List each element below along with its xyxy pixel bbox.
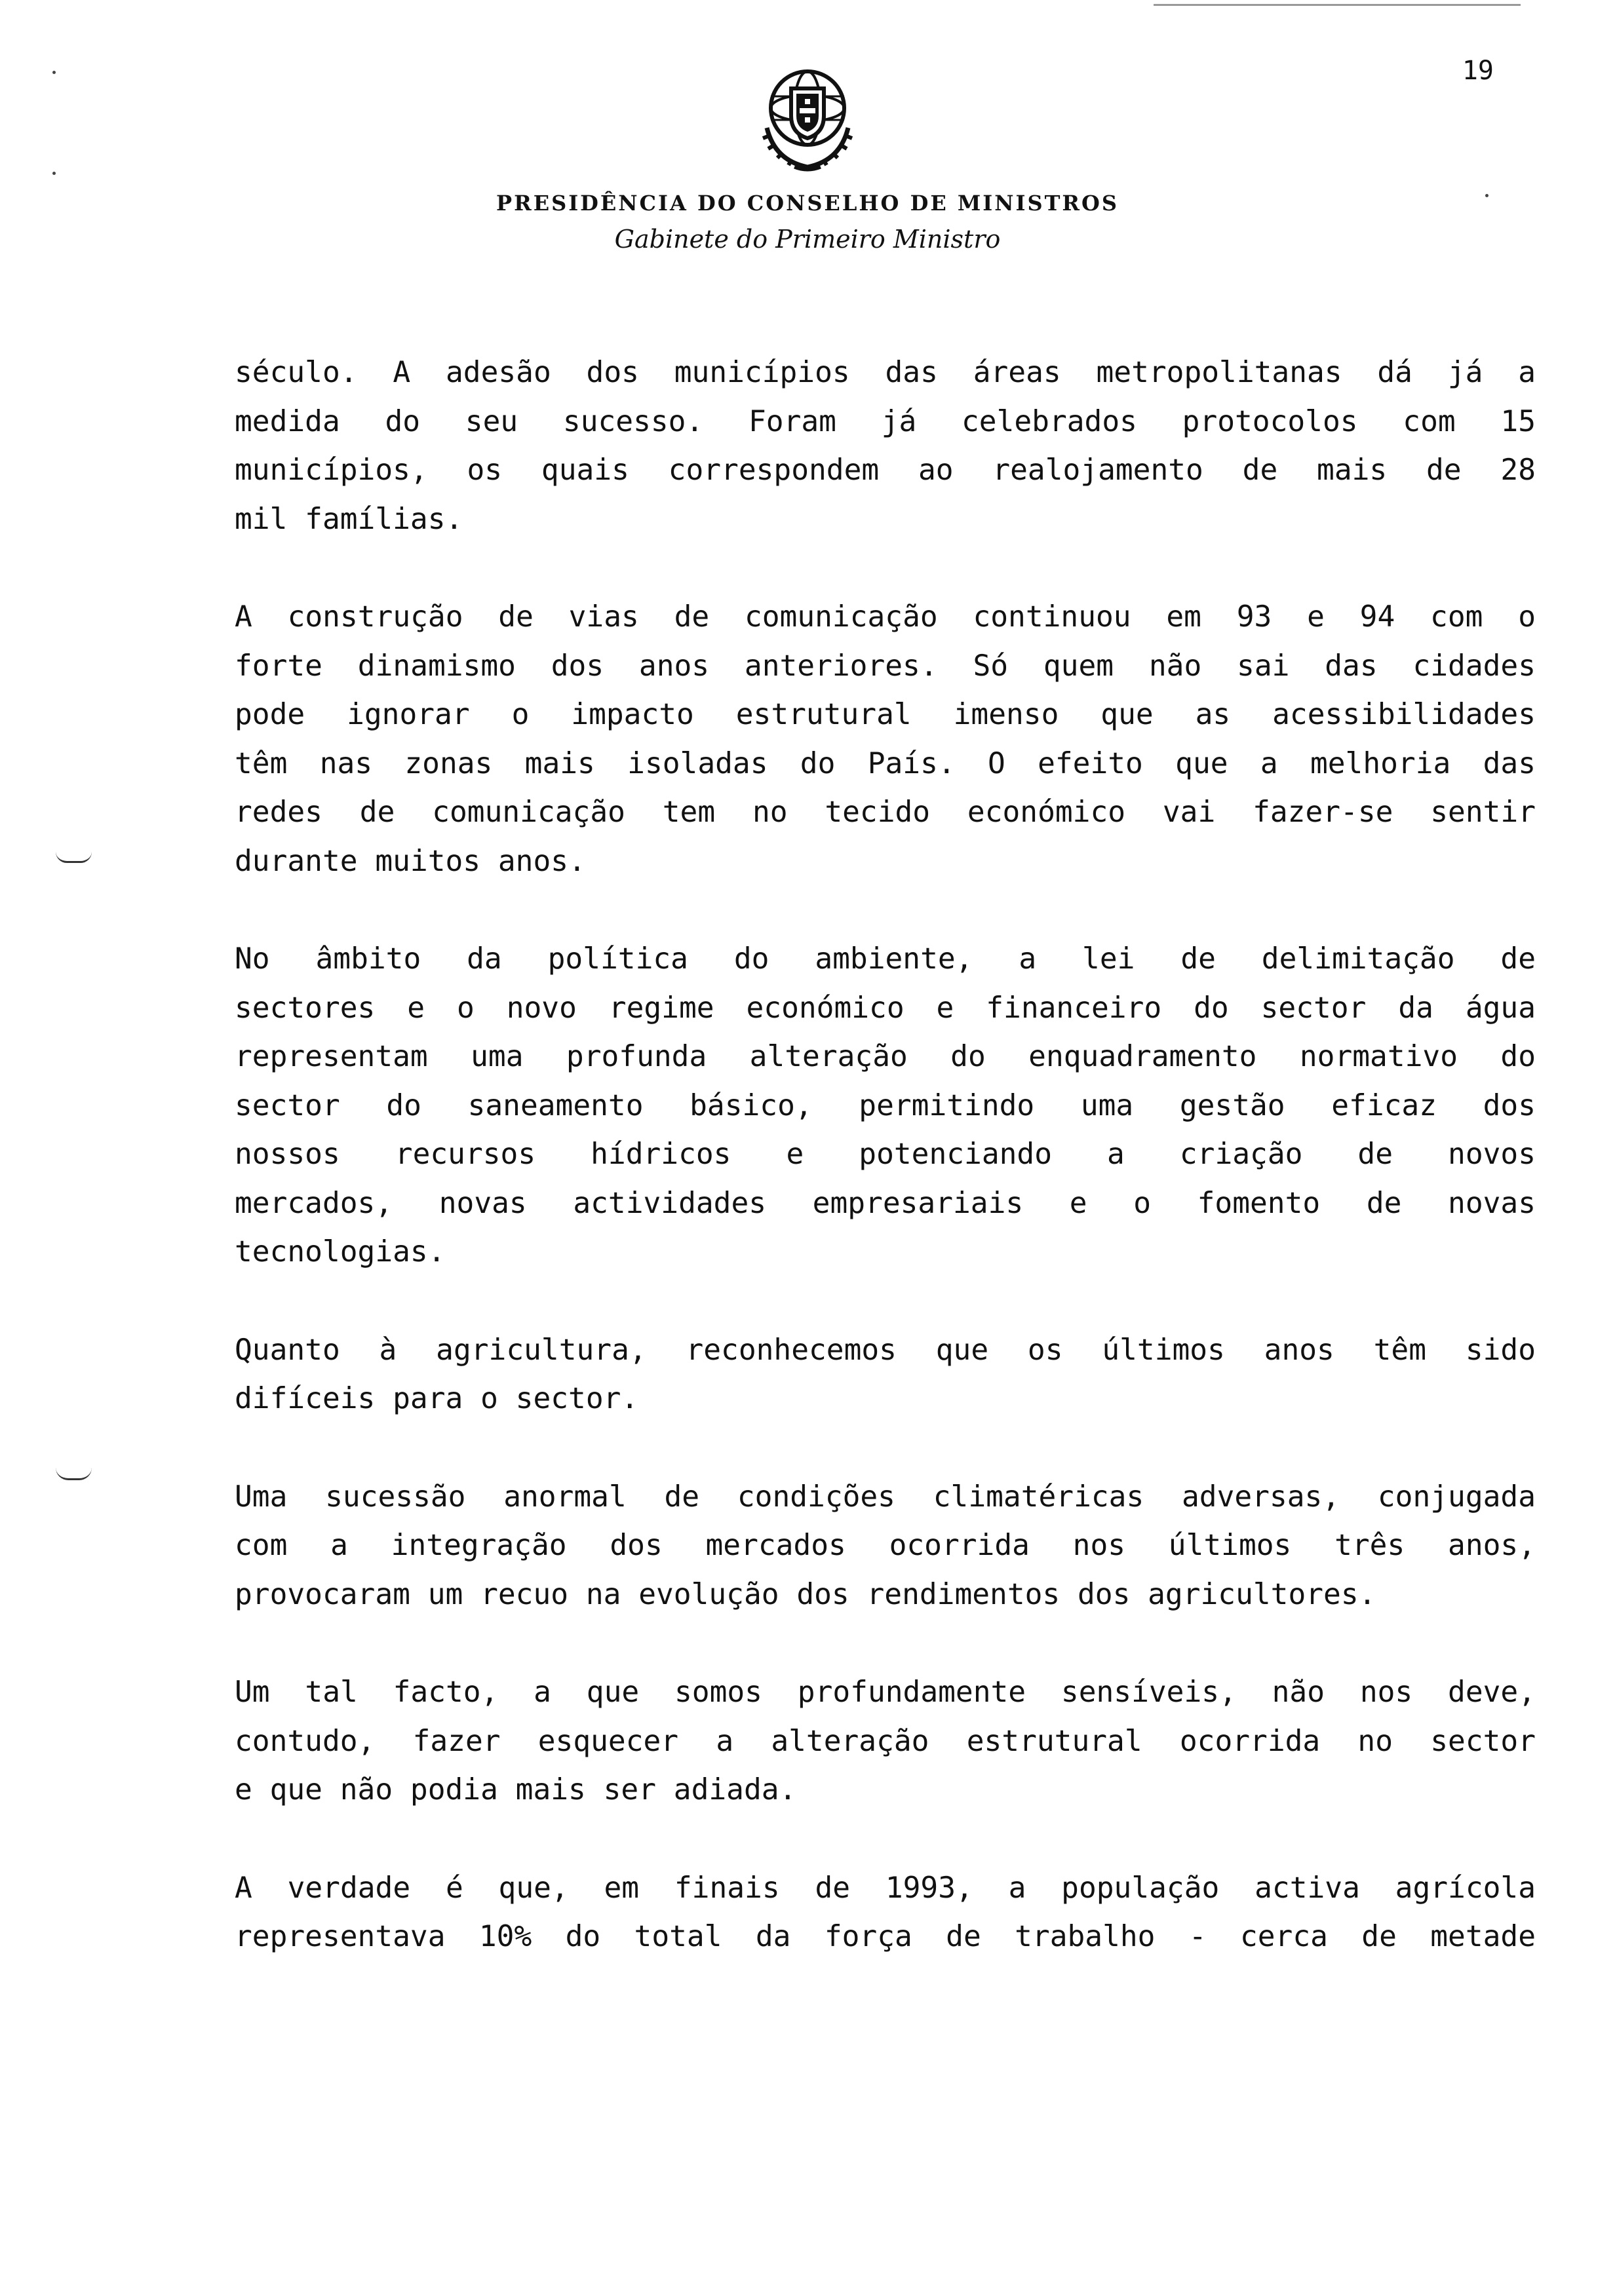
- office-name: Gabinete do Primeiro Ministro: [614, 225, 1001, 254]
- text-line: Uma sucessão anormal de condições climatéricas adversas, conjugada: [235, 1480, 1536, 1514]
- text-line: nossos recursos hídricos e potenciando a criação de novos: [235, 1138, 1536, 1171]
- text-line: municípios, os quais correspondem ao realojamento de mais de 28: [235, 453, 1536, 487]
- text-line: medida do seu sucesso. Foram já celebrados protocolos com 15: [235, 404, 1536, 438]
- text-line: mil famílias.: [235, 502, 463, 536]
- page-number: 19: [1462, 56, 1494, 86]
- paragraph: [235, 349, 1536, 544]
- text-line: têm nas zonas mais isoladas do País. O efeito que a melhoria das: [235, 746, 1536, 780]
- text-line: durante muitos anos.: [235, 844, 586, 878]
- text-line: Quanto à agricultura, reconhecemos que os últimos anos têm sido: [235, 1333, 1536, 1367]
- text-line: difíceis para o sector.: [235, 1382, 639, 1415]
- text-line: representam uma profunda alteração do enquadramento normativo do: [235, 1040, 1536, 1073]
- coat-of-arms-icon: [755, 62, 860, 174]
- text-line: século. A adesão dos municípios das áreas metropolitanas dá já a: [235, 356, 1536, 389]
- paragraph: [235, 1326, 1536, 1424]
- paragraph: [235, 1864, 1536, 1962]
- text-line: com a integração dos mercados ocorrida nos últimos três anos,: [235, 1529, 1536, 1562]
- institution-name: PRESIDÊNCIA DO CONSELHO DE MINISTROS: [496, 191, 1119, 216]
- paragraph: [235, 1473, 1536, 1620]
- text-line: contudo, fazer esquecer a alteração estrutural ocorrida no sector: [235, 1724, 1536, 1758]
- paragraph: [235, 593, 1536, 886]
- text-line: tecnologias.: [235, 1235, 446, 1269]
- letterhead: [0, 62, 1615, 254]
- paragraph: [235, 935, 1536, 1277]
- scan-edge-line: [1154, 4, 1521, 6]
- text-line: A construção de vias de comunicação continuou em 93 e 94 com o: [235, 600, 1536, 634]
- text-line: sectores e o novo regime económico e financeiro do sector da água: [235, 991, 1536, 1025]
- text-line: Um tal facto, a que somos profundamente sensíveis, não nos deve,: [235, 1675, 1536, 1709]
- text-line: sector do saneamento básico, permitindo uma gestão eficaz dos: [235, 1088, 1536, 1122]
- document-body: [235, 349, 1536, 2011]
- text-line: forte dinamismo dos anos anteriores. Só quem não sai das cidades: [235, 649, 1536, 683]
- hole-punch-mark: [56, 1468, 92, 1480]
- text-line: redes de comunicação tem no tecido económico vai fazer-se sentir: [235, 795, 1536, 829]
- text-line: e que não podia mais ser adiada.: [235, 1773, 797, 1807]
- text-line: representava 10% do total da força de trabalho - cerca de metade: [235, 1920, 1536, 1953]
- hole-punch-mark: [56, 852, 92, 863]
- text-line: No âmbito da política do ambiente, a lei de delimitação de: [235, 942, 1536, 976]
- paragraph: [235, 1668, 1536, 1815]
- text-line: A verdade é que, em finais de 1993, a população activa agrícola: [235, 1871, 1536, 1905]
- text-line: provocaram um recuo na evolução dos rendimentos dos agricultores.: [235, 1577, 1376, 1611]
- text-line: pode ignorar o impacto estrutural imenso que as acessibilidades: [235, 698, 1536, 731]
- text-line: mercados, novas actividades empresariais e o fomento de novas: [235, 1186, 1536, 1220]
